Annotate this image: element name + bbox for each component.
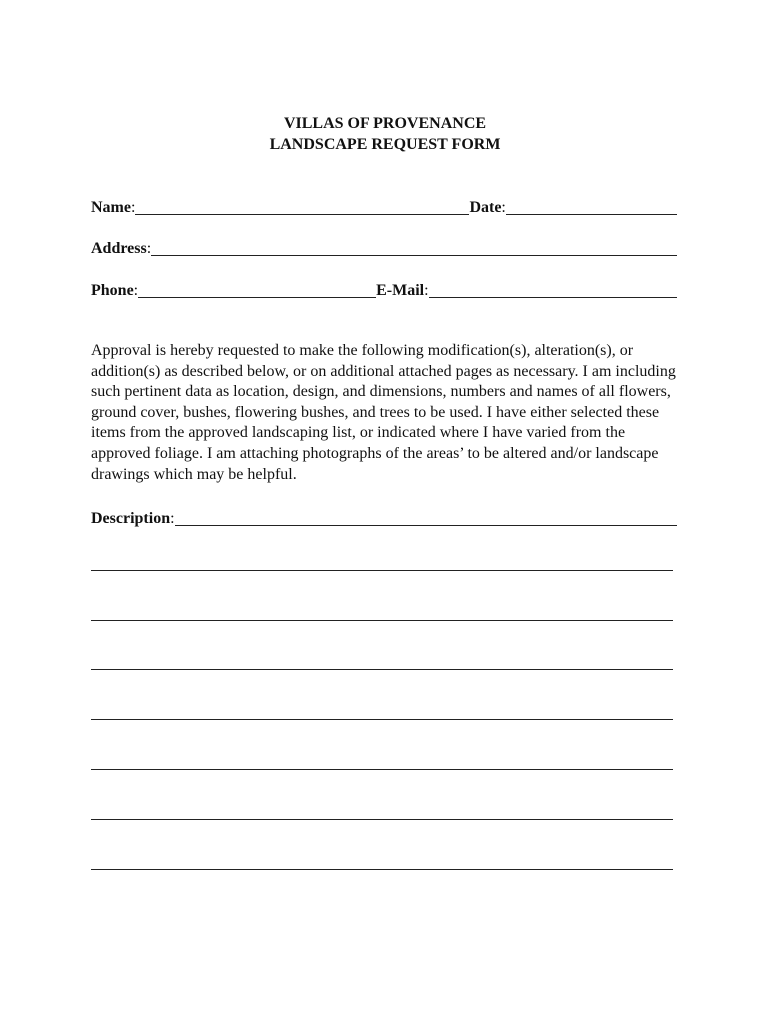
email-colon: :: [424, 282, 429, 299]
email-field[interactable]: [429, 281, 677, 298]
description-line[interactable]: [91, 669, 673, 670]
description-line[interactable]: [91, 620, 673, 621]
description-line[interactable]: [91, 869, 673, 870]
description-line[interactable]: [91, 719, 673, 720]
description-row: [91, 507, 677, 529]
address-colon: :: [146, 240, 152, 257]
description-line[interactable]: [91, 819, 673, 820]
description-colon: :: [170, 510, 175, 527]
description-label: Description: [91, 510, 171, 527]
address-field[interactable]: [151, 239, 677, 256]
date-field[interactable]: [506, 198, 677, 215]
date-label: Date: [469, 199, 502, 216]
name-colon: :: [130, 199, 136, 216]
date-colon: :: [501, 199, 506, 216]
email-label: E-Mail: [376, 282, 425, 299]
address-row: [91, 237, 677, 259]
phone-label: Phone: [91, 282, 134, 299]
address-label: Address: [91, 240, 147, 257]
phone-colon: :: [133, 282, 139, 299]
description-line[interactable]: [91, 769, 673, 770]
name-field[interactable]: [135, 198, 469, 215]
description-field[interactable]: [175, 509, 677, 526]
phone-field[interactable]: [138, 281, 376, 298]
approval-paragraph: Approval is hereby requested to make the following modification(s), alteration(s), or addition(s) as described below, or on additional attached pages as necessary. I am including such pertinent data as location, design, and dimensions, numbers and names of all flowers, ground cover, bushes, flowering bushes, and trees to be used. I have either selected these items from the approved landscaping list, or indicated where I have varied from the approved foliage. I am attaching photographs of the areas’ to be altered and/or landscape drawings which may be helpful.: [91, 342, 676, 483]
name-date-row: [91, 196, 677, 218]
name-label: Name: [91, 199, 131, 216]
phone-email-row: [91, 279, 677, 301]
description-line[interactable]: [91, 570, 673, 571]
form-title-line-2: LANDSCAPE REQUEST FORM: [269, 136, 501, 153]
form-title-line-1: VILLAS OF PROVENANCE: [283, 115, 487, 132]
